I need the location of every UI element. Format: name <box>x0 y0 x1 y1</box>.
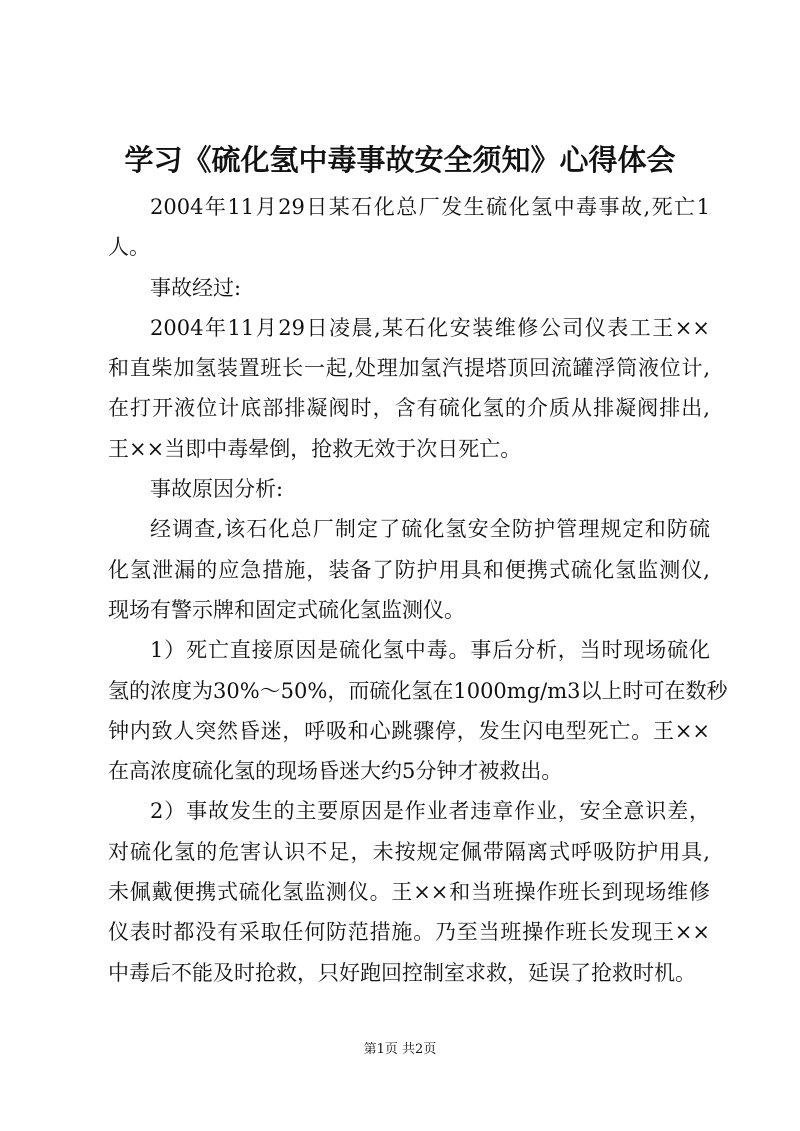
text-line: 2004年11月29日某石化总厂发生硫化氢中毒事故,死亡1 <box>150 195 710 219</box>
document-body <box>108 187 728 993</box>
text-line: 氢的浓度为30%～50%，而硫化氢在1000mg/m3以上时可在数秒 <box>108 678 728 703</box>
page-footer: 第1页 共2页 <box>363 1042 437 1057</box>
text-line: 化氢泄漏的应急措施，装备了防护用具和便携式硫化氢监测仪, <box>108 557 710 582</box>
text-line: 1）死亡直接原因是硫化氢中毒。事后分析，当时现场硫化 <box>150 638 710 663</box>
paragraph <box>108 509 710 630</box>
text-line: 对硫化氢的危害认识不足，未按规定佩带隔离式呼吸防护用具, <box>108 839 710 864</box>
text-line: 王××当即中毒晕倒，抢救无效于次日死亡。 <box>108 436 522 461</box>
text-line: 和直柴加氢装置班长一起,处理加氢汽提塔顶回流罐浮筒液位计, <box>108 356 710 381</box>
text-line: 仪表时都没有采取任何防范措施。乃至当班操作班长发现王×× <box>108 920 710 945</box>
text-line: 人。 <box>108 235 150 260</box>
paragraph <box>108 308 710 469</box>
text-line: 事故经过: <box>150 275 242 300</box>
text-line: 钟内致人突然昏迷，呼吸和心跳骤停，发生闪电型死亡。王×× <box>108 718 710 743</box>
paragraph <box>108 469 710 509</box>
text-line: 未佩戴便携式硫化氢监测仪。王××和当班操作班长到现场维修 <box>108 880 710 905</box>
paragraph <box>108 630 728 791</box>
text-line: 在打开液位计底部排凝阀时，含有硫化氢的介质从排凝阀排出, <box>108 396 710 421</box>
text-line: 现场有警示牌和固定式硫化氢监测仪。 <box>108 597 465 622</box>
text-line: 2）事故发生的主要原因是作业者违章作业，安全意识差， <box>150 799 710 824</box>
paragraph <box>108 187 710 268</box>
text-line: 在高浓度硫化氢的现场昏迷大约5分钟才被救出。 <box>108 759 563 784</box>
text-line: 经调查,该石化总厂制定了硫化氢安全防护管理规定和防硫 <box>150 517 710 542</box>
paragraph <box>108 791 710 992</box>
paragraph <box>108 268 710 308</box>
text-line: 2004年11月29日凌晨,某石化安装维修公司仪表工王×× <box>150 315 710 340</box>
text-line: 中毒后不能及时抢救，只好跑回控制室求救，延误了抢救时机。 <box>108 960 696 985</box>
document-title: 学习《硫化氢中毒事故安全须知》心得体会 <box>124 143 676 177</box>
text-line: 事故原因分析: <box>150 477 284 502</box>
